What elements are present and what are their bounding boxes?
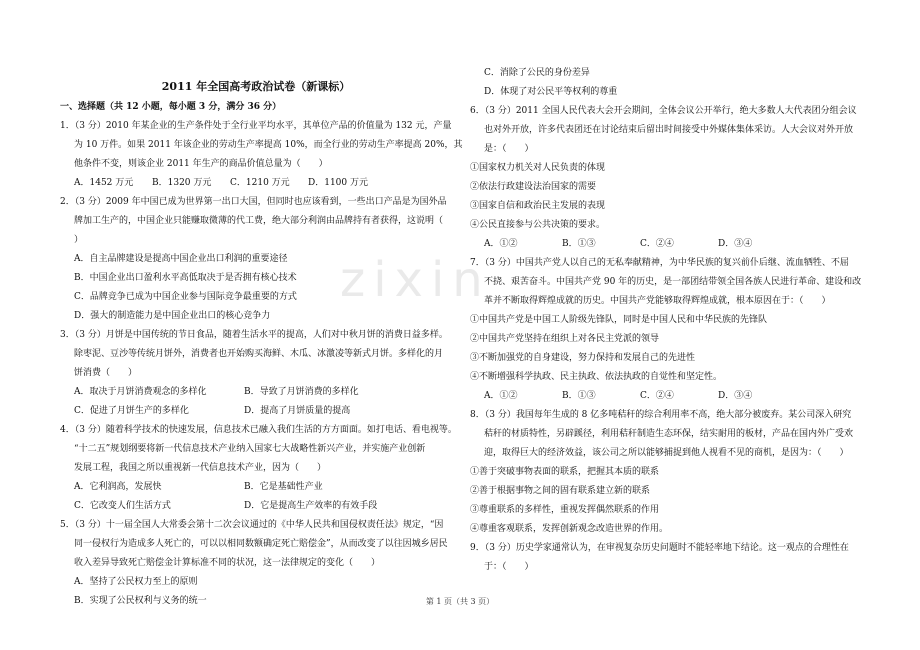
q7-item-4: ④不断增强科学执政、民主执政、依法执政的自觉性和坚定性。 (470, 372, 723, 382)
q3-line-1: 3．（3 分）月饼是中国传统的节日食品，随着生活水平的提高，人们对中秋月饼的消费日益多样。 (60, 330, 448, 340)
q7-option-d[interactable]: D．③④ (718, 391, 753, 401)
q1-option-d[interactable]: D．1100 万元 (308, 178, 368, 188)
q5-line-1: 5．（3 分）十一届全国人大常委会第十二次会议通过的《中华人民共和国侵权责任法》规定，“因 (60, 520, 444, 530)
q6-option-a[interactable]: A．①② (484, 239, 518, 249)
q1-line-2: 为 10 万件。如果 2011 年该企业的劳动生产率提高 10%，而全行业的劳动生产率提高 20%，其 (74, 140, 463, 150)
q6-item-4: ④公民直接参与公共决策的要求。 (470, 220, 606, 230)
q3-option-c[interactable]: C．促进了月饼生产的多样化 (74, 406, 189, 416)
q2-option-a[interactable]: A．自主品牌建设是提高中国企业出口利润的重要途径 (74, 254, 288, 264)
q7-item-3: ③不断加强党的自身建设，努力保持和发展自己的先进性 (470, 353, 696, 363)
watermark-text: zixin (340, 252, 491, 308)
q3-line-2: 除枣泥、豆沙等传统月饼外，消费者也开始购买海鲜、木瓜、冰激凌等新式月饼。多样化的月 (74, 349, 444, 359)
q3-line-3: 饼消费（ ） (74, 368, 138, 378)
q6-options (470, 235, 865, 254)
q2-option-b[interactable]: B．中国企业出口盈利水平高低取决于是否拥有核心技术 (74, 273, 297, 283)
q5-option-b[interactable]: B．实现了公民权利与义务的统一 (74, 596, 207, 606)
q7-options (470, 387, 865, 406)
q4-line-2: “十二五”规划纲要将新一代信息技术产业纳入国家七大战略性新兴产业，并实施产业创新 (74, 444, 426, 454)
q5-option-d[interactable]: D．体现了对公民平等权利的尊重 (484, 87, 618, 97)
q8-line-3: 迎，取得巨大的经济效益，该公司之所以能够捕捉到他人视看不见的商机，是因为：（ ） (484, 448, 849, 458)
q3-options-row-1 (60, 383, 452, 402)
q3-option-d[interactable]: D．提高了月饼质量的提高 (244, 406, 351, 416)
q3-options-row-2 (60, 402, 452, 421)
q7-line-2: 不挠、艰苦奋斗。中国共产党 90 年的历史，是一部团结带领全国各族人民进行革命、建设和改 (484, 277, 862, 287)
q8-item-2: ②善于根据事物之间的固有联系建立新的联系 (470, 486, 651, 496)
q4-option-b[interactable]: B．它是基础性产业 (244, 482, 323, 492)
q9-line-2: 于：（ ） (484, 562, 534, 572)
q8-item-3: ③尊重联系的多样性，重视发挥偶然联系的作用 (470, 505, 660, 515)
q6-item-2: ②依法行政建设法治国家的需要 (470, 182, 597, 192)
q4-option-d[interactable]: D．它是提高生产效率的有效手段 (244, 501, 378, 511)
q4-line-1: 4．（3 分）随着科学技术的快速发展，信息技术已融入我们生活的方方面面。如打电话、看电视等。 (60, 425, 457, 435)
q9-line-1: 9．（3 分）历史学家通常认为，在审视复杂历史问题时不能轻率地下结论。这一观点的合理性在 (470, 543, 849, 553)
q4-option-c[interactable]: C．它改变人们生活方式 (74, 501, 171, 511)
q5-line-3: 收入差异导致死亡赔偿金计算标准不同的状况，这一法律规定的变化（ ） (74, 558, 381, 568)
q6-option-b[interactable]: B．①③ (562, 239, 596, 249)
q6-item-3: ③国家自信和政治民主发展的表现 (470, 201, 606, 211)
q2-line-3: ） (74, 235, 84, 245)
q1-option-c[interactable]: C．1210 万元 (230, 178, 290, 188)
q4-options-row-1 (60, 478, 452, 497)
q3-option-b[interactable]: B．导致了月饼消费的多样化 (244, 387, 359, 397)
q2-option-d[interactable]: D．强大的制造能力是中国企业出口的核心竞争力 (74, 311, 271, 321)
q7-item-2: ②中国共产党坚持在组织上对各民主党派的领导 (470, 334, 660, 344)
q1-options (60, 174, 452, 193)
q1-option-b[interactable]: B．1320 万元 (152, 178, 212, 188)
q6-option-c[interactable]: C．②④ (640, 239, 674, 249)
q1-line-1: 1．（3 分）2010 年某企业的生产条件处于全行业平均水平，其单位产品的价值量为 132 元，产量 (60, 121, 452, 131)
q6-line-3: 是：（ ） (484, 144, 534, 154)
q7-item-1: ①中国共产党是中国工人阶级先锋队，同时是中国人民和中华民族的先锋队 (470, 315, 768, 325)
q7-line-3: 革并不断取得辉煌成就的历史。中国共产党能够取得辉煌成就，根本原因在于：（ ） (484, 296, 831, 306)
q2-line-1: 2．（3 分）2009 年中国已成为世界第一出口大国，但同时也应该看到，一些出口产品是为国外品 (60, 197, 447, 207)
q2-option-c[interactable]: C．品牌竞争已成为中国企业参与国际竞争最重要的方式 (74, 292, 297, 302)
q3-option-a[interactable]: A．取决于月饼消费观念的多样化 (74, 387, 207, 397)
q4-option-a[interactable]: A．它利润高，发展快 (74, 482, 162, 492)
q8-line-2: 秸秆的材质特性，另辟蹊径，利用秸秆制造生态环保，结实耐用的板材，产品在国内外广受欢 (484, 429, 854, 439)
q2-line-2: 牌加工生产的，中国企业只能赚取微薄的代工费，绝大部分利润由品牌持有者获得，这说明（ (74, 216, 444, 226)
q7-option-b[interactable]: B．①③ (562, 391, 596, 401)
q6-item-1: ①国家权力机关对人民负责的体现 (470, 163, 606, 173)
q5-option-c[interactable]: C．消除了公民的身份差异 (484, 68, 590, 78)
q5-option-a[interactable]: A．坚持了公民权力至上的原则 (74, 577, 198, 587)
page-title: 2011 年全国高考政治试卷（新课标） (161, 80, 351, 93)
q5-line-2: 同一侵权行为造成多人死亡的，可以以相同数额确定死亡赔偿金”，从而改变了以往因城乡居民 (74, 539, 448, 549)
right-column (470, 64, 865, 577)
q7-option-c[interactable]: C．②④ (640, 391, 674, 401)
q6-line-2: 也对外开放，许多代表团还在讨论结束后留出时间接受中外媒体集体采访。人大会议对外开放 (484, 125, 854, 135)
section-heading: 一、选择题（共 12 小题，每小题 3 分，满分 36 分） (60, 102, 282, 112)
q8-line-1: 8．（3 分）我国每年生成的 8 亿多吨秸秆的综合利用率不高，绝大部分被废弃。某公司深入研究 (470, 410, 852, 420)
q1-option-a[interactable]: A．1452 万元 (74, 178, 134, 188)
q6-line-1: 6．（3 分）2011 全国人民代表大会开会期间，全体会议公开举行，绝大多数人大代表团分组会议 (470, 106, 857, 116)
q1-line-3: 他条件不变，则该企业 2011 年生产的商品价值总量为（ ） (74, 159, 328, 169)
q7-option-a[interactable]: A．①② (484, 391, 518, 401)
page-footer: 第 1 页（共 3 页） (425, 597, 495, 606)
q4-line-3: 发展工程，我国之所以重视新一代信息技术产业，因为（ ） (74, 463, 327, 473)
q8-item-1: ①善于突破事物表面的联系，把握其本质的联系 (470, 467, 660, 477)
q4-options-row-2 (60, 497, 452, 516)
q8-item-4: ④尊重客观联系，发挥创新观念改造世界的作用。 (470, 524, 669, 534)
q6-option-d[interactable]: D．③④ (718, 239, 753, 249)
q7-line-1: 7．（3 分）中国共产党人以自己的无私奉献精神，为中华民族的复兴前仆后继、流血牺牲、不屈 (470, 258, 849, 268)
